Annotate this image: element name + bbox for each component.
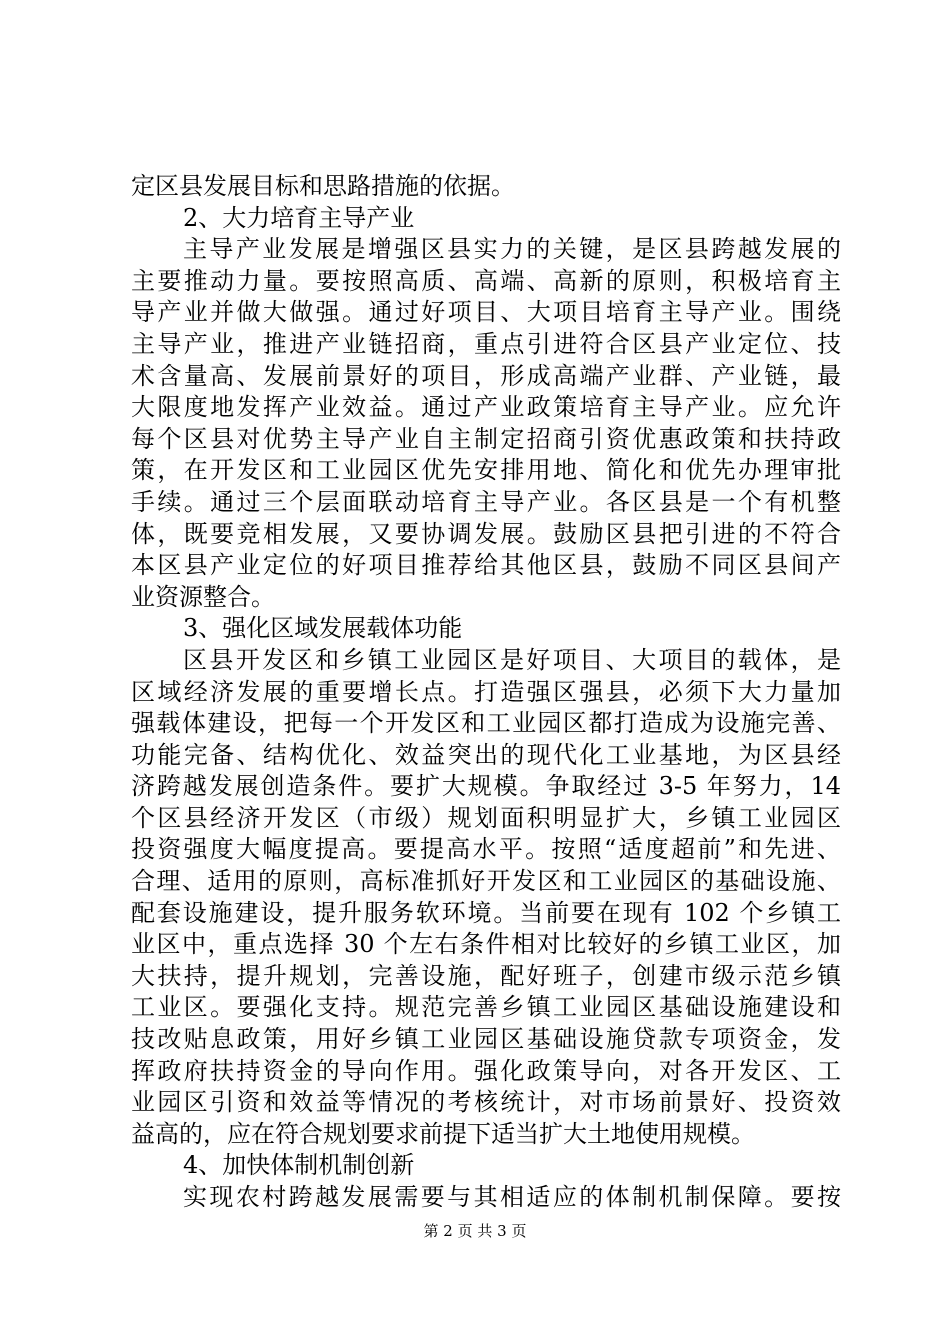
- text-line: 合理、适用的原则，高标准抓好开发区和工业园区的基础设施、: [131, 867, 841, 896]
- document-body: [131, 171, 841, 1214]
- text-line: 体，既要竞相发展，又要协调发展。鼓励区县把引进的不符合: [131, 519, 841, 548]
- text-line: 大限度地发挥产业效益。通过产业政策培育主导产业。应允许: [131, 393, 841, 422]
- text-line: 业区中，重点选择 30 个左右条件相对比较好的乡镇工业区，加: [131, 930, 841, 959]
- text-line: 导产业并做大做强。通过好项目、大项目培育主导产业。围绕: [131, 298, 841, 327]
- text-line: 益高的，应在符合规划要求前提下适当扩大土地使用规模。: [131, 1119, 755, 1148]
- text-line: 个区县经济开发区（市级）规划面积明显扩大，乡镇工业园区: [131, 803, 841, 832]
- text-line: 功能完备、结构优化、效益突出的现代化工业基地，为区县经: [131, 740, 841, 769]
- text-line: 技改贴息政策，用好乡镇工业园区基础设施贷款专项资金，发: [131, 1025, 841, 1054]
- text-line: 业资源整合。: [131, 582, 275, 611]
- text-line: 3、强化区域发展载体功能: [183, 614, 463, 643]
- text-line: 本区县产业定位的好项目推荐给其他区县，鼓励不同区县间产: [131, 551, 841, 580]
- text-line: 术含量高、发展前景好的项目，形成高端产业群、产业链，最: [131, 361, 841, 390]
- text-line: 区域经济发展的重要增长点。打造强区强县，必须下大力量加: [131, 677, 841, 706]
- text-line: 4、加快体制机制创新: [183, 1151, 415, 1180]
- text-line: 主要推动力量。要按照高质、高端、高新的原则，积极培育主: [131, 266, 841, 295]
- text-line: 每个区县对优势主导产业自主制定招商引资优惠政策和扶持政: [131, 424, 841, 453]
- text-line: 工业区。要强化支持。规范完善乡镇工业园区基础设施建设和: [131, 993, 841, 1022]
- text-line: 挥政府扶持资金的导向作用。强化政策导向，对各开发区、工: [131, 1056, 841, 1085]
- text-line: 强载体建设，把每一个开发区和工业园区都打造成为设施完善、: [131, 709, 841, 738]
- page-footer: 第 2 页 共 3 页: [423, 1222, 527, 1240]
- text-line: 投资强度大幅度提高。要提高水平。按照“适度超前”和先进、: [131, 835, 841, 864]
- text-line: 主导产业发展是增强区县实力的关键，是区县跨越发展的: [183, 235, 841, 264]
- text-line: 手续。通过三个层面联动培育主导产业。各区县是一个有机整: [131, 487, 841, 516]
- text-line: 济跨越发展创造条件。要扩大规模。争取经过 3-5 年努力，14: [131, 772, 841, 801]
- text-line: 业园区引资和效益等情况的考核统计，对市场前景好、投资效: [131, 1088, 841, 1117]
- text-line: 策，在开发区和工业园区优先安排用地、简化和优先办理审批: [131, 456, 841, 485]
- text-line: 主导产业，推进产业链招商，重点引进符合区县产业定位、技: [131, 329, 841, 358]
- text-line: 2、大力培育主导产业: [183, 203, 415, 232]
- text-line: 实现农村跨越发展需要与其相适应的体制机制保障。要按: [183, 1183, 841, 1211]
- text-line: 大扶持，提升规划，完善设施，配好班子，创建市级示范乡镇: [131, 961, 841, 990]
- text-line: 区县开发区和乡镇工业园区是好项目、大项目的载体，是: [183, 645, 841, 674]
- text-line: 定区县发展目标和思路措施的依据。: [131, 172, 515, 200]
- text-line: 配套设施建设，提升服务软环境。当前要在现有 102 个乡镇工: [131, 898, 841, 927]
